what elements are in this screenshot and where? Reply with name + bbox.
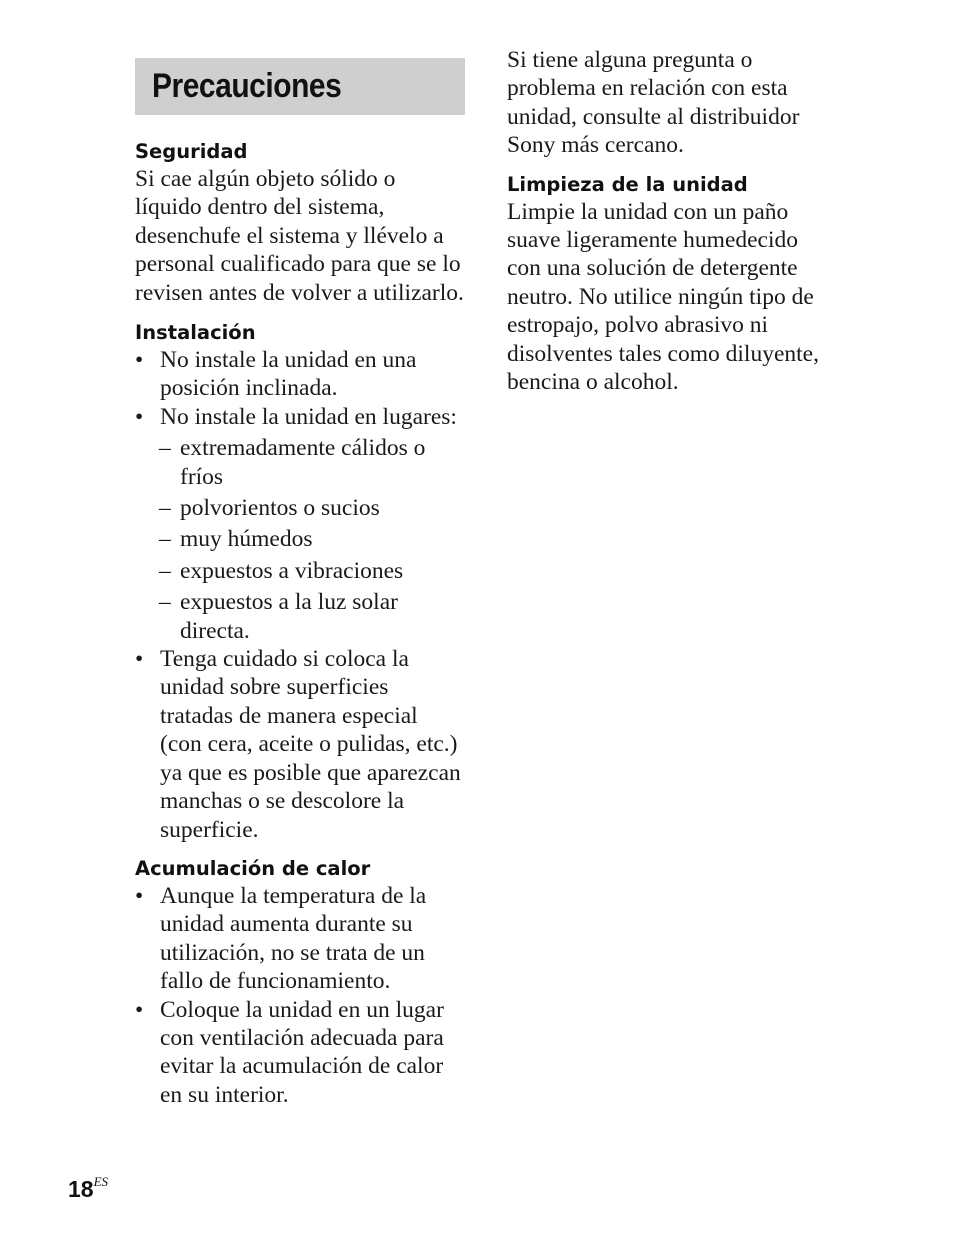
dash-item-text: expuestos a vibraciones [180,557,404,584]
list-item-text: No instale la unidad en lugares: [160,403,457,430]
section-heading: Limpieza de la unidad [507,172,748,196]
bullet-mark: • [135,403,144,430]
bullet-mark: • [135,347,144,373]
section-heading: Instalación [135,321,256,344]
page-number-value: 18 [68,1176,94,1202]
dash-list [135,434,435,645]
title-banner [135,58,465,115]
section-heading: Acumulación de calor [135,857,371,880]
list-item [135,403,470,431]
bullet-list [135,346,470,431]
bullet-mark: • [135,883,144,909]
bullet-list [135,882,460,1109]
dash-item-text: extremadamente cálidos o fríos [180,435,426,490]
list-item-text: Aunque la temperatura de la unidad aumenta durante su utilización, no se trata de un fallo de funcionamiento. [160,883,427,995]
dash-item-text: polvorientos o sucios [180,495,380,522]
dash-item-text: expuestos a la luz solar directa. [180,589,398,644]
list-item [135,882,460,996]
dash-mark: – [159,589,171,616]
dash-item [135,588,435,645]
list-item [135,996,460,1110]
bullet-mark: • [135,646,144,673]
dash-item-text: muy húmedos [180,526,313,553]
list-item-text: Tenga cuidado si coloca la unidad sobre superficies tratadas de manera especial (con cera, aceite o pulidas, etc.) ya que es posible que aparezcan manchas o se descolore la superficie. [160,646,461,843]
dash-mark: – [159,526,171,553]
page-number-suffix: ES [93,1174,109,1190]
section-text: Limpie la unidad con un paño suave ligeramente humedecido con una solución de detergente neutro. No utilice ningún tipo de estropajo, polvo abrasivo ni disolventes tales como diluyente, bencina o alcohol. [507,198,819,396]
right-column [507,46,837,396]
list-item [135,346,470,403]
dash-item [135,557,435,585]
list-item [135,645,465,844]
section-limpieza [507,172,837,397]
section-seguridad [135,139,470,307]
bullet-list [135,645,465,844]
page-number [68,1176,108,1203]
section-calor [135,856,470,1109]
page-title: Precauciones [152,67,342,105]
list-item-text: Coloque la unidad en un lugar con ventilación adecuada para evitar la acumulación de calor en su interior. [160,996,444,1108]
dash-mark: – [159,435,171,462]
dash-item [135,494,435,522]
section-heading: Seguridad [135,140,248,163]
dash-item [135,434,435,491]
intro-text: Si tiene alguna pregunta o problema en relación con esta unidad, consulte al distribuidor Sony más cercano. [507,47,800,159]
section-instalacion [135,320,470,844]
dash-item [135,525,435,553]
dash-mark: – [159,557,171,584]
bullet-mark: • [135,996,144,1023]
list-item-text: No instale la unidad en una posición inclinada. [160,347,417,402]
dash-mark: – [159,495,171,522]
section-text: Si cae algún objeto sólido o líquido dentro del sistema, desenchufe el sistema y llévelo a personal cualificado para que se lo revisen antes de volver a utilizarlo. [135,166,464,306]
